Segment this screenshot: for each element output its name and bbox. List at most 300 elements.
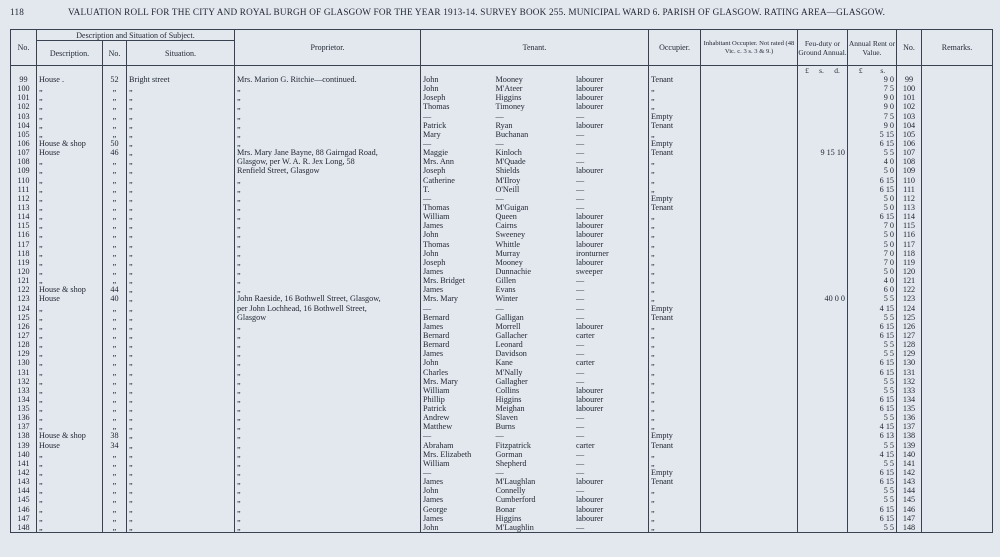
occupier-status: „ bbox=[651, 340, 655, 350]
tenant-first-name: James bbox=[423, 513, 444, 523]
row-number: 132 bbox=[17, 376, 30, 386]
table-row bbox=[11, 413, 993, 422]
tenant-occupation: labourer bbox=[576, 93, 604, 103]
annual-rent: 6 15 bbox=[879, 477, 894, 487]
row-number: 127 bbox=[17, 330, 30, 340]
annual-rent: 6 15 bbox=[879, 175, 894, 185]
occupier-status: „ bbox=[651, 486, 655, 496]
row-number-right: 126 bbox=[902, 321, 916, 331]
row-number-right: 145 bbox=[902, 495, 916, 505]
col-occupier: Occupier. bbox=[649, 30, 701, 66]
annual-rent: 5 5 bbox=[883, 495, 894, 505]
row-number: 126 bbox=[17, 321, 30, 331]
situation: „ bbox=[129, 212, 133, 222]
tenant-occupation: carter bbox=[576, 330, 595, 340]
tenant-occupation: — bbox=[576, 303, 585, 313]
table-row bbox=[11, 477, 993, 486]
tenant-surname: M'Laughlan bbox=[495, 477, 536, 487]
row-number: 143 bbox=[17, 477, 30, 487]
occupier-status: „ bbox=[651, 285, 655, 295]
table-row bbox=[11, 249, 993, 258]
situation: „ bbox=[129, 294, 133, 304]
description: House bbox=[39, 294, 60, 304]
tenant-surname: Higgins bbox=[495, 513, 522, 523]
table-row bbox=[11, 166, 993, 175]
house-number: „ bbox=[112, 248, 117, 258]
house-number: „ bbox=[112, 193, 117, 203]
annual-rent: 5 5 bbox=[883, 148, 894, 158]
occupier-status: „ bbox=[651, 129, 655, 139]
house-number: „ bbox=[112, 321, 117, 331]
tenant-occupation: — bbox=[576, 468, 585, 478]
description: „ bbox=[39, 312, 43, 322]
situation: Bright street bbox=[129, 75, 170, 84]
tenant-first-name: James bbox=[423, 266, 444, 276]
annual-rent: 6 15 bbox=[879, 404, 894, 414]
description: „ bbox=[39, 166, 43, 176]
table-row bbox=[11, 84, 993, 93]
proprietor: „ bbox=[237, 349, 241, 359]
proprietor: „ bbox=[237, 111, 241, 121]
tenant-surname: — bbox=[495, 468, 504, 478]
description: House & shop bbox=[39, 138, 86, 148]
tenant-surname: Murray bbox=[495, 248, 521, 258]
situation: „ bbox=[129, 358, 133, 368]
tenant-surname: Kane bbox=[495, 358, 513, 368]
tenant-surname: Higgins bbox=[495, 93, 522, 103]
house-number: „ bbox=[112, 385, 117, 395]
situation: „ bbox=[129, 111, 133, 121]
occupier-status: „ bbox=[651, 102, 655, 112]
occupier-status: „ bbox=[651, 376, 655, 386]
table-row bbox=[11, 148, 993, 157]
tenant-first-name: Joseph bbox=[423, 257, 446, 267]
tenant-occupation: — bbox=[576, 148, 585, 158]
proprietor: Glasgow, per W. A. R. Jex Long, 58 bbox=[237, 157, 355, 167]
tenant-first-name: Mrs. Elizabeth bbox=[423, 449, 472, 459]
col-feu-duty: Feu-duty or Ground Annual. bbox=[798, 30, 848, 66]
house-number: „ bbox=[112, 257, 117, 267]
situation: „ bbox=[129, 330, 133, 340]
situation: „ bbox=[129, 166, 133, 176]
row-number-right: 116 bbox=[903, 230, 915, 240]
proprietor: „ bbox=[237, 522, 241, 532]
occupier-status: Tenant bbox=[651, 75, 674, 84]
description: „ bbox=[39, 522, 43, 532]
col-no: No. bbox=[11, 30, 37, 66]
tenant-surname: O'Neill bbox=[495, 184, 520, 194]
tenant-occupation: labourer bbox=[576, 394, 604, 404]
annual-rent: 6 15 bbox=[879, 367, 894, 377]
description: „ bbox=[39, 321, 43, 331]
row-number-right: 137 bbox=[902, 422, 916, 432]
tenant-surname: Meighan bbox=[495, 404, 525, 414]
description: „ bbox=[39, 330, 43, 340]
table-row bbox=[11, 194, 993, 203]
description: „ bbox=[39, 230, 43, 240]
tenant-first-name: T. bbox=[423, 184, 430, 194]
house-number: „ bbox=[112, 276, 117, 286]
proprietor: „ bbox=[237, 102, 241, 112]
situation: „ bbox=[129, 394, 133, 404]
table-row bbox=[11, 267, 993, 276]
occupier-status: „ bbox=[651, 458, 655, 468]
occupier-status: Empty bbox=[651, 431, 673, 441]
occupier-status: Empty bbox=[651, 193, 673, 203]
house-number: „ bbox=[112, 120, 117, 130]
row-number: 101 bbox=[17, 93, 30, 103]
description: „ bbox=[39, 477, 43, 487]
row-number-right: 115 bbox=[903, 221, 915, 231]
col-description-group: Description and Situation of Subject. bbox=[37, 30, 235, 41]
tenant-first-name: George bbox=[423, 504, 447, 514]
table-row bbox=[11, 276, 993, 285]
annual-rent: 6 15 bbox=[879, 212, 894, 222]
row-number: 110 bbox=[17, 175, 30, 185]
table-row bbox=[11, 349, 993, 358]
table-row bbox=[11, 322, 993, 331]
table-row bbox=[11, 157, 993, 166]
occupier-status: Tenant bbox=[651, 312, 674, 322]
row-number: 113 bbox=[17, 202, 30, 212]
tenant-first-name: — bbox=[423, 111, 432, 121]
occupier-status: „ bbox=[651, 248, 655, 258]
row-number-right: 110 bbox=[903, 175, 915, 185]
situation: „ bbox=[129, 266, 133, 276]
tenant-surname: Gallacher bbox=[495, 330, 528, 340]
house-number: „ bbox=[112, 312, 117, 322]
situation: „ bbox=[129, 239, 133, 249]
occupier-status: Tenant bbox=[651, 148, 674, 158]
house-number: „ bbox=[112, 358, 117, 368]
table-row bbox=[11, 212, 993, 221]
situation: „ bbox=[129, 349, 133, 359]
table-row bbox=[11, 112, 993, 121]
tenant-surname: Dunnachie bbox=[495, 266, 531, 276]
house-number: „ bbox=[112, 404, 117, 414]
tenant-first-name: Mrs. Bridget bbox=[423, 276, 465, 286]
row-number: 147 bbox=[17, 513, 30, 523]
tenant-first-name: Bernard bbox=[423, 340, 450, 350]
situation: „ bbox=[129, 221, 133, 231]
occupier-status: „ bbox=[651, 385, 655, 395]
row-number: 106 bbox=[17, 138, 30, 148]
proprietor: „ bbox=[237, 422, 241, 432]
tenant-first-name: James bbox=[423, 285, 444, 295]
situation: „ bbox=[129, 376, 133, 386]
situation: „ bbox=[129, 303, 133, 313]
tenant-surname: Leonard bbox=[495, 340, 523, 350]
proprietor: „ bbox=[237, 285, 241, 295]
house-number: „ bbox=[112, 84, 117, 94]
occupier-status: „ bbox=[651, 294, 655, 304]
table-row bbox=[11, 340, 993, 349]
page-number: 118 bbox=[10, 7, 25, 17]
annual-rent: 5 5 bbox=[883, 312, 894, 322]
proprietor: „ bbox=[237, 477, 241, 487]
tenant-occupation: carter bbox=[576, 358, 595, 368]
tenant-surname: Higgins bbox=[495, 394, 522, 404]
occupier-status: Tenant bbox=[651, 477, 674, 487]
row-number: 108 bbox=[17, 157, 30, 167]
annual-rent: 6 15 bbox=[879, 513, 894, 523]
situation: „ bbox=[129, 129, 133, 139]
house-number: 44 bbox=[110, 285, 119, 295]
tenant-first-name: John bbox=[423, 358, 439, 368]
row-number: 145 bbox=[17, 495, 30, 505]
row-number: 128 bbox=[17, 340, 30, 350]
occupier-status: „ bbox=[651, 349, 655, 359]
table-row bbox=[11, 523, 993, 533]
tenant-occupation: — bbox=[576, 111, 585, 121]
occupier-status: „ bbox=[651, 394, 655, 404]
tenant-first-name: James bbox=[423, 349, 444, 359]
proprietor: „ bbox=[237, 367, 241, 377]
annual-rent: 6 15 bbox=[879, 330, 894, 340]
row-number: 120 bbox=[17, 266, 30, 276]
row-number: 148 bbox=[17, 522, 30, 532]
tenant-first-name: William bbox=[423, 385, 450, 395]
tenant-occupation: — bbox=[576, 312, 585, 322]
row-number: 141 bbox=[17, 458, 30, 468]
row-number-right: 147 bbox=[902, 513, 916, 523]
col-number: No. bbox=[103, 41, 127, 66]
proprietor: „ bbox=[237, 184, 241, 194]
occupier-status: „ bbox=[651, 84, 655, 94]
description: „ bbox=[39, 513, 43, 523]
tenant-first-name: John bbox=[423, 75, 439, 84]
house-number: „ bbox=[112, 458, 117, 468]
house-number: 50 bbox=[110, 138, 119, 148]
row-number: 103 bbox=[17, 111, 30, 121]
proprietor: „ bbox=[237, 84, 241, 94]
occupier-status: Tenant bbox=[651, 120, 674, 130]
tenant-first-name: Bernard bbox=[423, 312, 450, 322]
table-row bbox=[11, 377, 993, 386]
annual-rent: 5 15 bbox=[879, 129, 894, 139]
proprietor: „ bbox=[237, 513, 241, 523]
row-number-right: 136 bbox=[902, 413, 916, 423]
col-no-right: No. bbox=[897, 30, 922, 66]
tenant-first-name: Mrs. Ann bbox=[423, 157, 454, 167]
tenant-occupation: — bbox=[576, 175, 585, 185]
occupier-status: „ bbox=[651, 321, 655, 331]
tenant-surname: Shepherd bbox=[495, 458, 527, 468]
house-number: „ bbox=[112, 349, 117, 359]
proprietor: John Raeside, 16 Bothwell Street, Glasgow, bbox=[237, 294, 381, 304]
house-number: „ bbox=[112, 157, 117, 167]
row-number: 131 bbox=[17, 367, 30, 377]
tenant-surname: M'Nally bbox=[495, 367, 523, 377]
annual-rent: 5 5 bbox=[883, 522, 894, 532]
occupier-status: „ bbox=[651, 330, 655, 340]
annual-rent: 6 15 bbox=[879, 358, 894, 368]
row-number-right: 119 bbox=[903, 257, 915, 267]
situation: „ bbox=[129, 93, 133, 103]
description: „ bbox=[39, 129, 43, 139]
row-number: 140 bbox=[17, 449, 30, 459]
tenant-occupation: — bbox=[576, 413, 585, 423]
row-number: 118 bbox=[17, 248, 30, 258]
tenant-first-name: Thomas bbox=[423, 202, 450, 212]
tenant-occupation: — bbox=[576, 184, 585, 194]
tenant-surname: — bbox=[495, 431, 504, 441]
row-number: 138 bbox=[17, 431, 30, 441]
annual-rent: 5 5 bbox=[883, 458, 894, 468]
tenant-first-name: Thomas bbox=[423, 102, 450, 112]
row-number-right: 106 bbox=[902, 138, 916, 148]
proprietor: „ bbox=[237, 212, 241, 222]
row-number: 130 bbox=[17, 358, 30, 368]
tenant-occupation: labourer bbox=[576, 404, 604, 414]
situation: „ bbox=[129, 458, 133, 468]
proprietor: „ bbox=[237, 321, 241, 331]
situation: „ bbox=[129, 449, 133, 459]
tenant-occupation: — bbox=[576, 193, 585, 203]
description: „ bbox=[39, 248, 43, 258]
annual-rent: 5 0 bbox=[883, 230, 894, 240]
house-number: „ bbox=[112, 111, 117, 121]
tenant-occupation: — bbox=[576, 449, 585, 459]
row-number-right: 132 bbox=[902, 376, 916, 386]
occupier-status: „ bbox=[651, 449, 655, 459]
annual-rent: 7 0 bbox=[883, 221, 894, 231]
tenant-occupation: — bbox=[576, 285, 585, 295]
annual-rent: 6 15 bbox=[879, 504, 894, 514]
proprietor: „ bbox=[237, 413, 241, 423]
description: „ bbox=[39, 394, 43, 404]
house-number: „ bbox=[112, 102, 117, 112]
situation: „ bbox=[129, 120, 133, 130]
description: „ bbox=[39, 367, 43, 377]
house-number: 34 bbox=[110, 440, 119, 450]
row-number-right: 114 bbox=[903, 212, 915, 222]
situation: „ bbox=[129, 367, 133, 377]
tenant-first-name: Matthew bbox=[423, 422, 453, 432]
table-row bbox=[11, 386, 993, 395]
tenant-first-name: John bbox=[423, 230, 439, 240]
unit-pounds: £ bbox=[805, 66, 809, 75]
situation: „ bbox=[129, 157, 133, 167]
house-number: „ bbox=[112, 495, 117, 505]
tenant-first-name: William bbox=[423, 458, 450, 468]
table-row bbox=[11, 75, 993, 84]
tenant-occupation: — bbox=[576, 458, 585, 468]
annual-rent: 6 15 bbox=[879, 321, 894, 331]
row-number-right: 144 bbox=[902, 486, 916, 496]
situation: „ bbox=[129, 385, 133, 395]
row-number-right: 123 bbox=[902, 294, 916, 304]
occupier-status: „ bbox=[651, 513, 655, 523]
row-number: 139 bbox=[17, 440, 30, 450]
proprietor: „ bbox=[237, 504, 241, 514]
situation: „ bbox=[129, 404, 133, 414]
tenant-surname: — bbox=[495, 193, 504, 203]
annual-rent: 5 5 bbox=[883, 486, 894, 496]
row-number: 137 bbox=[17, 422, 30, 432]
proprietor: „ bbox=[237, 129, 241, 139]
occupier-status: „ bbox=[651, 358, 655, 368]
proprietor: „ bbox=[237, 175, 241, 185]
occupier-status: „ bbox=[651, 266, 655, 276]
situation: „ bbox=[129, 413, 133, 423]
tenant-occupation: — bbox=[576, 376, 585, 386]
occupier-status: „ bbox=[651, 495, 655, 505]
occupier-status: Empty bbox=[651, 468, 673, 478]
situation: „ bbox=[129, 138, 133, 148]
situation: „ bbox=[129, 193, 133, 203]
table-row bbox=[11, 294, 993, 303]
row-number-right: 112 bbox=[903, 193, 915, 203]
tenant-first-name: — bbox=[423, 138, 432, 148]
house-number: „ bbox=[112, 468, 117, 478]
house-number: „ bbox=[112, 303, 117, 313]
row-number-right: 129 bbox=[902, 349, 916, 359]
tenant-surname: — bbox=[495, 111, 504, 121]
row-number-right: 109 bbox=[902, 166, 916, 176]
tenant-surname: Winter bbox=[495, 294, 518, 304]
tenant-first-name: — bbox=[423, 193, 432, 203]
tenant-first-name: Thomas bbox=[423, 239, 450, 249]
row-number: 116 bbox=[17, 230, 30, 240]
description: „ bbox=[39, 486, 43, 496]
tenant-occupation: — bbox=[576, 129, 585, 139]
description: House . bbox=[39, 75, 65, 84]
situation: „ bbox=[129, 202, 133, 212]
proprietor: „ bbox=[237, 138, 241, 148]
tenant-occupation: — bbox=[576, 486, 585, 496]
annual-rent: 6 15 bbox=[879, 468, 894, 478]
row-number: 102 bbox=[17, 102, 30, 112]
house-number: 52 bbox=[110, 75, 119, 84]
description: „ bbox=[39, 266, 43, 276]
situation: „ bbox=[129, 230, 133, 240]
row-number-right: 105 bbox=[902, 129, 916, 139]
tenant-occupation: labourer bbox=[576, 239, 604, 249]
proprietor: „ bbox=[237, 120, 241, 130]
row-number: 136 bbox=[17, 413, 30, 423]
tenant-occupation: — bbox=[576, 367, 585, 377]
annual-rent: 5 5 bbox=[883, 440, 894, 450]
row-number: 111 bbox=[17, 184, 30, 194]
description: „ bbox=[39, 157, 43, 167]
description: „ bbox=[39, 93, 43, 103]
proprietor: „ bbox=[237, 458, 241, 468]
tenant-first-name: — bbox=[423, 431, 432, 441]
tenant-surname: Mooney bbox=[495, 257, 523, 267]
table-row bbox=[11, 450, 993, 459]
col-inhabitant-occupier: Inhabitant Occupier. Not rated (48 Vic. c. 3 s. 3 & 9.) bbox=[701, 30, 798, 66]
row-number-right: 99 bbox=[904, 75, 914, 84]
description: „ bbox=[39, 276, 43, 286]
description: House bbox=[39, 148, 60, 158]
tenant-first-name: Patrick bbox=[423, 404, 447, 414]
proprietor: „ bbox=[237, 376, 241, 386]
table-row bbox=[11, 468, 993, 477]
row-number: 99 bbox=[19, 75, 28, 84]
tenant-surname: Burns bbox=[495, 422, 516, 432]
tenant-first-name: James bbox=[423, 221, 444, 231]
tenant-surname: M'Guigan bbox=[495, 202, 529, 212]
table-row bbox=[11, 431, 993, 440]
description: „ bbox=[39, 120, 43, 130]
tenant-surname: — bbox=[495, 138, 504, 148]
house-number: „ bbox=[112, 239, 117, 249]
table-row bbox=[11, 331, 993, 340]
annual-rent: 9 0 bbox=[883, 75, 894, 84]
tenant-surname: Kinloch bbox=[495, 148, 522, 158]
house-number: 46 bbox=[110, 148, 119, 158]
